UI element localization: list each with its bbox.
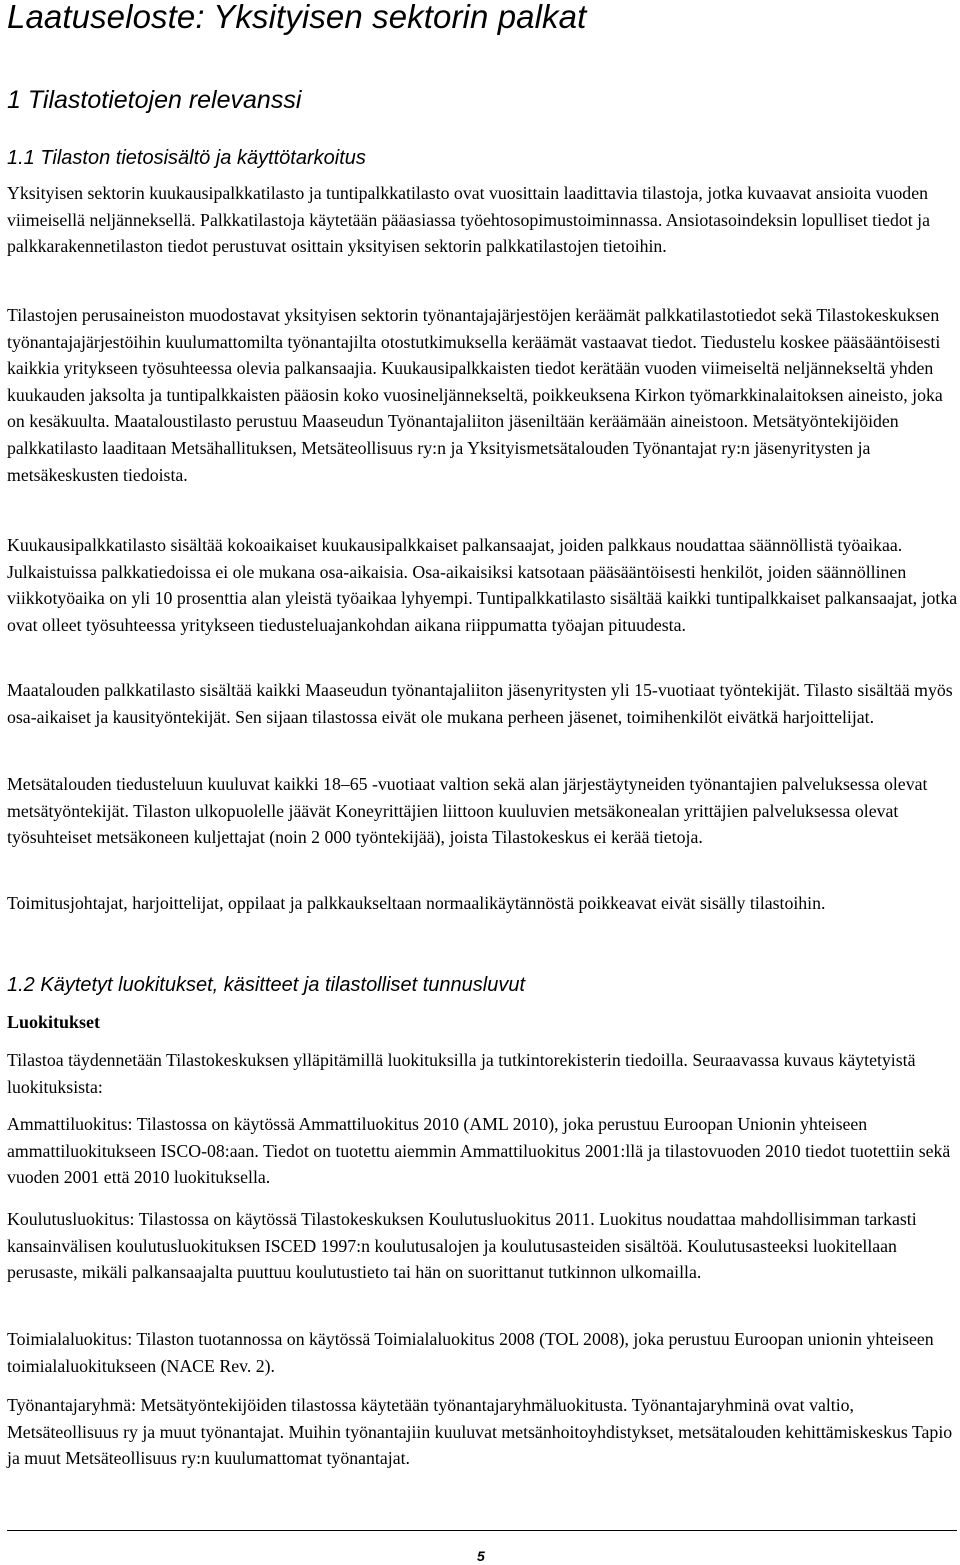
paragraph-classifications-intro: Tilastoa täydennetään Tilastokeskuksen ylläpitämillä luokituksilla ja tutkintorekisterin tiedoilla. Seuraavassa kuvaus käytetyistä luokituksista: [7, 1050, 916, 1097]
paragraph-employer-group: Työnantajaryhmä: Metsätyöntekijöiden tilastossa käytetään työnantajaryhmäluokitusta. Työnantajaryhminä ovat valtio, Metsäteollisuus ry ja muut työnantajat. Muihin työnantajiin kuuluvat metsänhoitoyhdistykset, metsätalouden kehittämiskeskus Tapio ja muut Metsäteollisuus ry:n kuulumattomat työnantajat. [7, 1395, 953, 1469]
paragraph-data-sources: Tilastojen perusaineiston muodostavat yksityisen sektorin työnantajajärjestöjen keräämät palkkatilastotiedot sekä Tilastokeskuksen työnantajajärjestöihin kuulumattomilta työnantajilta otostutkimuksella keräämät vastaavat tiedot. Tiedustelu koskee pääsääntöisesti kaikkia yritykseen työsuhteessa olevia palkansaajia. Kuukausipalkkaisten tiedot kerätään vuoden viimeiseltä neljännekseltä yhden kuukauden jaksolta ja tuntipalkkaisten pääosin koko vuosineljännekseltä, poikkeuksena Kirkon työmarkkinalaitoksen aineisto, joka on kesäkuulta. Maataloustilasto perustuu Maaseudun Työnantajaliiton jäseniltään keräämään aineistoon. Metsätyöntekijöiden palkkatilasto laaditaan Metsähallituksen, Metsäteollisuus ry:n ja Yksityismetsätalouden Työnantajat ry:n jäsenyritysten ja metsäkeskusten tiedoista. [7, 305, 943, 485]
subsection-heading-content: 1.1 Tilaston tietosisältö ja käyttötarkoitus [7, 147, 366, 169]
section-heading-relevance: 1 Tilastotietojen relevanssi [7, 86, 302, 114]
page-number: 5 [477, 1548, 485, 1564]
paragraph-monthly-salary: Kuukausipalkkatilasto sisältää kokoaikaiset kuukausipalkkaiset palkansaajat, joiden palkkaus noudattaa säännöllistä työaikaa. Julkaistuissa palkkatiedoissa ei ole mukana osa-aikaisia. Osa-aikaisiksi katsotaan pääsääntöisesti henkilöt, joiden säännöllinen viikkotyöaika on yli 10 prosenttia alan yleistä työaikaa lyhyempi. Tuntipalkkatilasto sisältää kaikki tuntipalkkaiset palkansaajat, jotka ovat olleet työsuhteessa yritykseen tiedusteluajankohdan aikana riippumatta työajan pituudesta. [7, 535, 958, 635]
paragraph-occupation-classification: Ammattiluokitus: Tilastossa on käytössä Ammattiluokitus 2010 (AML 2010), joka perustuu Euroopan Unionin yhteiseen ammattiluokitukseen ISCO-08:aan. Tiedot on tuotettu aiemmin Ammattiluokitus 2001:llä ja tilastovuoden 2010 tiedot tuotettiin sekä vuoden 2001 että 2010 luokituksella. [7, 1114, 951, 1188]
subsection-heading-classifications: 1.2 Käytetyt luokitukset, käsitteet ja tilastolliset tunnusluvut [7, 974, 526, 996]
document-title: Laatuseloste: Yksityisen sektorin palkat [7, 0, 587, 35]
paragraph-purpose: Yksityisen sektorin kuukausipalkkatilasto ja tuntipalkkatilasto ovat vuosittain laadittavia tilastoja, jotka kuvaavat ansioita vuoden viimeisellä neljänneksellä. Palkkatilastoja käytetään pääasiassa työehtosopimustoiminnassa. Ansiotasoindeksin lopulliset tiedot ja palkkarakennetilaston tiedot perustuvat osittain yksityisen sektorin palkkatilastojen tietoihin. [7, 183, 930, 257]
paragraph-forestry: Metsätalouden tiedusteluun kuuluvat kaikki 18–65 -vuotiaat valtion sekä alan järjestäytyneiden työnantajien palveluksessa olevat metsätyöntekijät. Tilaston ulkopuolelle jäävät Koneyrittäjien liittoon kuuluvien metsäkonealan yrittäjien palveluksessa olevat työsuhteiset metsäkoneen kuljettajat (noin 2 000 työntekijää), joista Tilastokeskus ei kerää tietoja. [7, 774, 928, 848]
paragraph-agriculture: Maatalouden palkkatilasto sisältää kaikki Maaseudun työnantajaliiton jäsenyritysten yli 15-vuotiaat työntekijät. Tilasto sisältää myös osa-aikaiset ja kausityöntekijät. Sen sijaan tilastossa eivät ole mukana perheen jäsenet, toimihenkilöt eivätkä harjoittelijat. [7, 680, 953, 727]
paragraph-industry-classification: Toimialaluokitus: Tilaston tuotannossa on käytössä Toimialaluokitus 2008 (TOL 2008), joka perustuu Euroopan unionin yhteiseen toimialaluokitukseen (NACE Rev. 2). [7, 1329, 934, 1376]
paragraph-exclusions: Toimitusjohtajat, harjoittelijat, oppilaat ja palkkaukseltaan normaalikäytännöstä poikkeavat eivät sisälly tilastoihin. [7, 893, 826, 913]
footer-divider [7, 1530, 957, 1531]
paragraph-education-classification: Koulutusluokitus: Tilastossa on käytössä Tilastokeskuksen Koulutusluokitus 2011. Luokitus noudattaa mahdollisimman tarkasti kansainvälisen koulutusluokituksen ISCED 1997:n koulutusalojen ja koulutusasteiden sisältöä. Koulutusasteeksi luokitellaan perusaste, mikäli palkansaajalta puuttuu koulutustieto tai hän on suorittanut tutkinnon ulkomailla. [7, 1209, 917, 1283]
classifications-heading: Luokitukset [7, 1012, 101, 1032]
